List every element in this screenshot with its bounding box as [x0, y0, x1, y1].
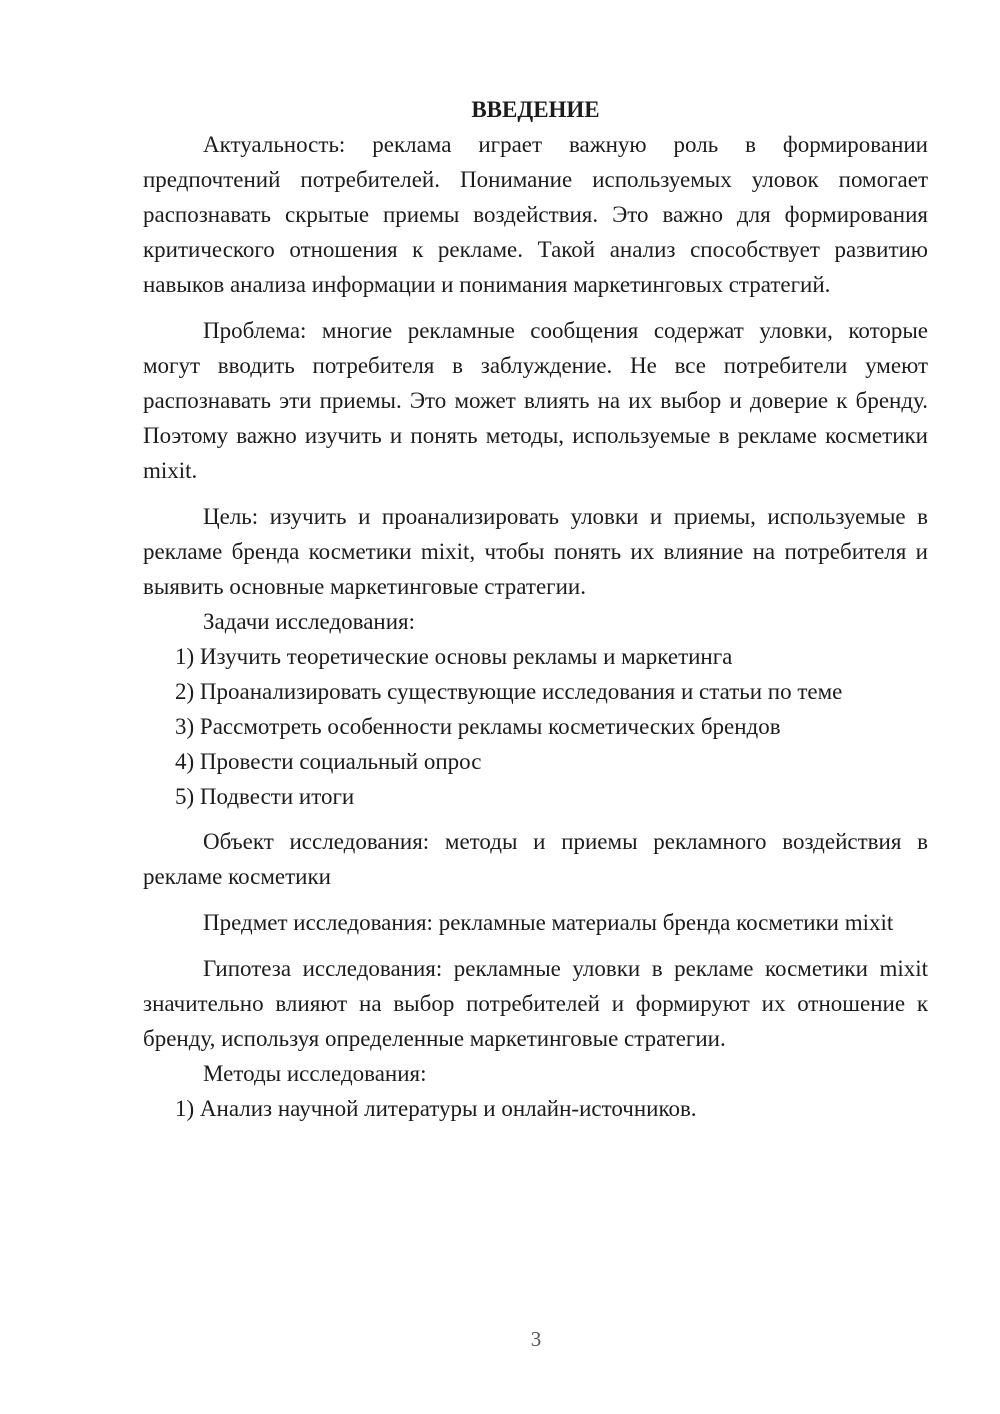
paragraph-problem: Проблема: многие рекламные сообщения содержат уловки, которые могут вводить потребителя в заблуждение. Не все потребители умеют распознавать эти приемы. Это может влиять на их выбор и доверие к бренду. Поэтому важно изучить и понять методы, используемые в рекламе косметики mixit. — [143, 318, 928, 483]
paragraph-relevance: Актуальность: реклама играет важную роль в формировании предпочтений потребителей. Понимание используемых уловок помогает распознавать скрытые приемы воздействия. Это важно для формирования критического отношения к рекламе. Такой анализ способствует развитию навыков анализа информации и понимания маркетинговых стратегий. — [143, 132, 928, 297]
list-item: 4) Провести социальный опрос — [175, 749, 482, 774]
tasks-list — [143, 639, 928, 814]
methods-heading: Методы исследования: — [203, 1061, 427, 1086]
paragraph-goal: Цель: изучить и проанализировать уловки и приемы, используемые в рекламе бренда косметики mixit, чтобы понять их влияние на потребителя и выявить основные маркетинговые стратегии. — [143, 504, 928, 599]
list-item: 1) Изучить теоретические основы рекламы и маркетинга — [175, 644, 733, 669]
list-item: 3) Рассмотреть особенности рекламы косметических брендов — [175, 714, 781, 739]
section-title: ВВЕДЕНИЕ — [471, 97, 600, 122]
paragraph-subject: Предмет исследования: рекламные материалы бренда косметики mixit — [203, 910, 894, 935]
list-item: 2) Проанализировать существующие исследования и статьи по теме — [175, 679, 843, 704]
paragraph-hypothesis: Гипотеза исследования: рекламные уловки в рекламе косметики mixit значительно влияют на выбор потребителей и формируют их отношение к бренду, используя определенные маркетинговые стратегии. — [143, 956, 928, 1051]
tasks-heading: Задачи исследования: — [203, 609, 416, 634]
document-page — [143, 92, 928, 1126]
methods-list — [143, 1091, 928, 1126]
paragraph-object: Объект исследования: методы и приемы рекламного воздействия в рекламе косметики — [143, 829, 928, 889]
list-item: 1) Анализ научной литературы и онлайн-источников. — [175, 1096, 697, 1121]
page-number: 3 — [530, 1327, 542, 1351]
list-item: 5) Подвести итоги — [175, 784, 355, 809]
